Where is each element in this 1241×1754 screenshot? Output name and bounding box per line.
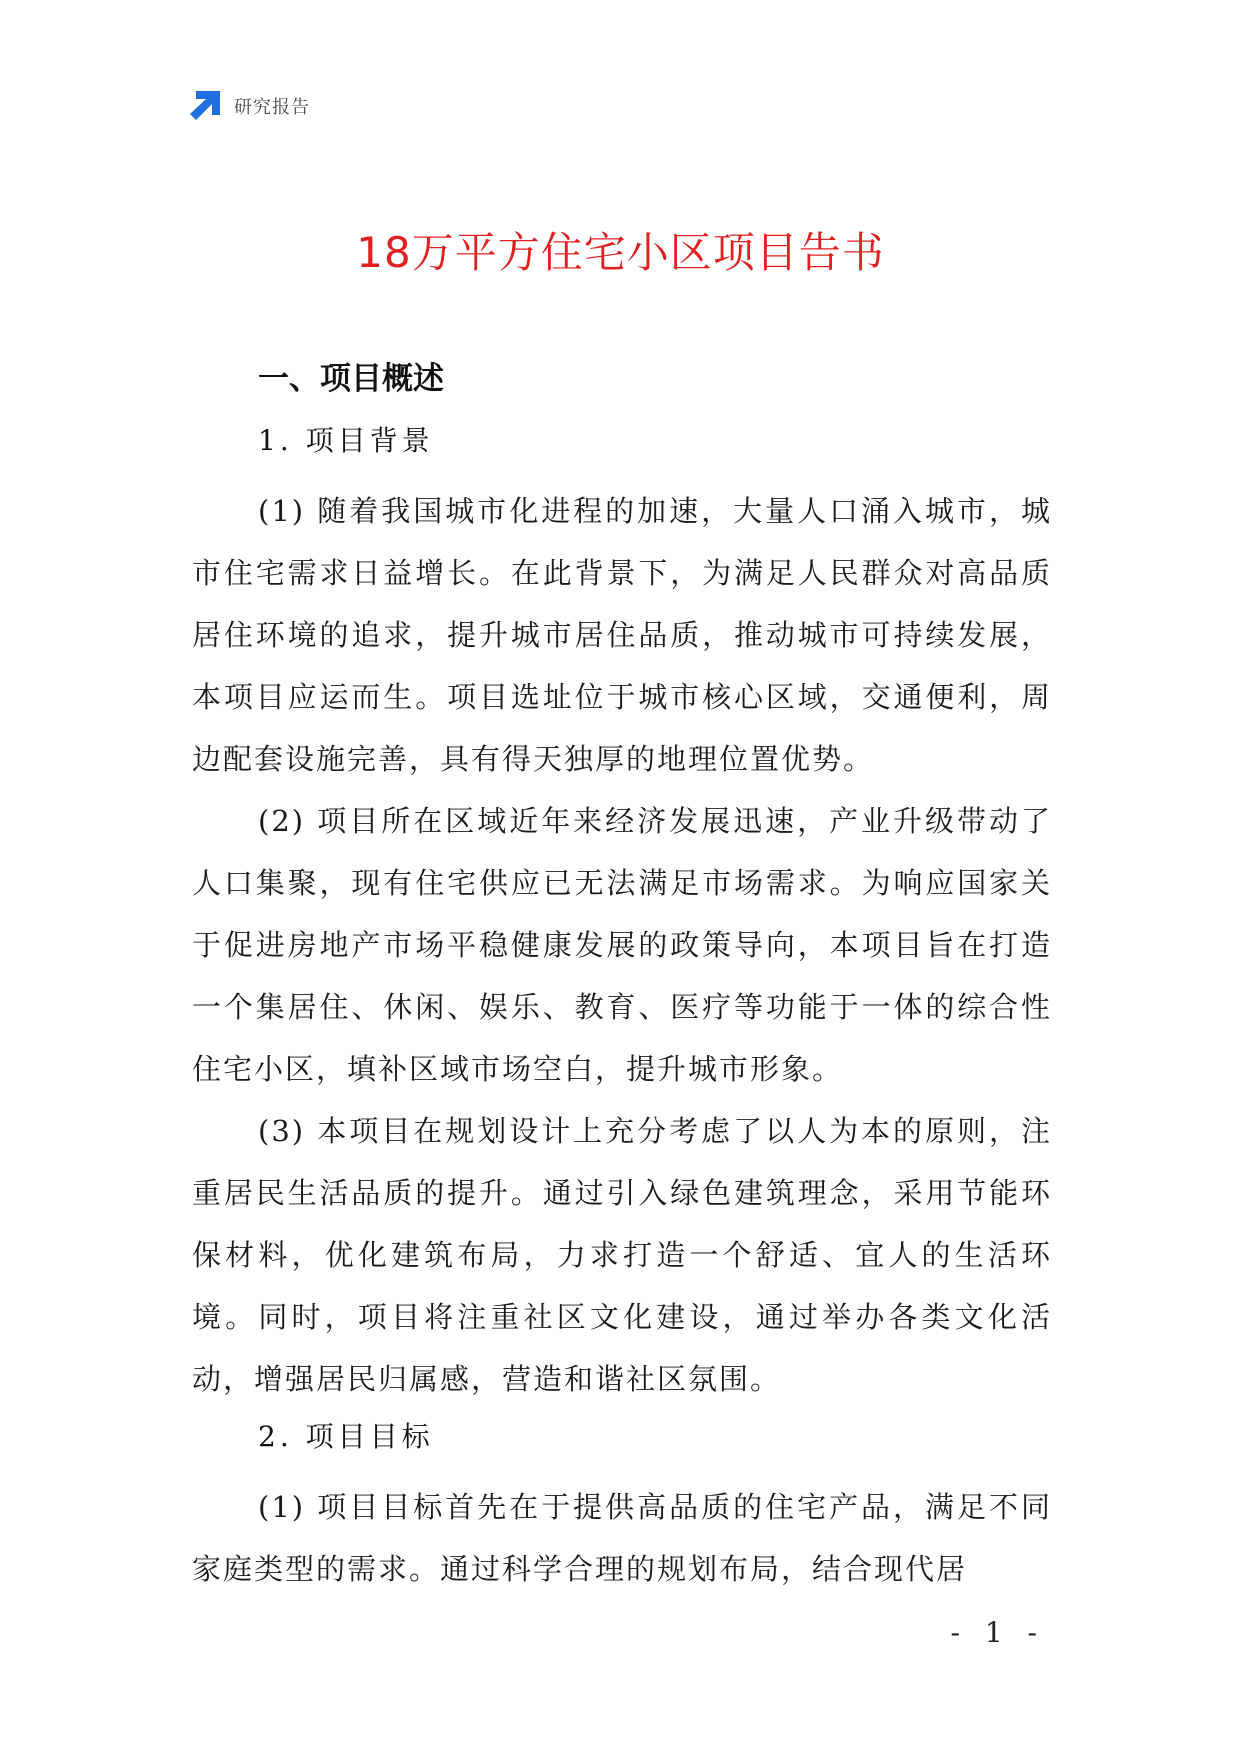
header-label: 研究报告	[234, 97, 310, 118]
section-heading-overview: 一、项目概述	[258, 361, 444, 397]
paragraph: (1) 项目目标首先在于提供高品质的住宅产品，满足不同家庭类型的需求。通过科学合理的规划布局，结合现代居	[192, 1490, 1052, 1586]
document-body	[192, 356, 1052, 1600]
document-header	[188, 88, 310, 124]
paragraph: (1) 随着我国城市化进程的加速，大量人口涌入城市，城市住宅需求日益增长。在此背景下，为满足人民群众对高品质居住环境的追求，提升城市居住品质，推动城市可持续发展，本项目应运而生。项目选址位于城市核心区域，交通便利，周边配套设施完善，具有得天独厚的地理位置优势。	[192, 494, 1052, 776]
sub-heading-background: 1. 项目背景	[258, 424, 434, 457]
arrow-logo-icon	[188, 89, 222, 123]
document-title: 18万平方住宅小区项目告书	[356, 228, 885, 277]
sub-heading-goals: 2. 项目目标	[258, 1420, 434, 1453]
page-number: - 1 -	[950, 1616, 1045, 1649]
paragraph: (2) 项目所在区域近年来经济发展迅速，产业升级带动了人口集聚，现有住宅供应已无法满足市场需求。为响应国家关于促进房地产市场平稳健康发展的政策导向，本项目旨在打造一个集居住、休闲、娱乐、教育、医疗等功能于一体的综合性住宅小区，填补区域市场空白，提升城市形象。	[192, 804, 1052, 1086]
paragraph: (3) 本项目在规划设计上充分考虑了以人为本的原则，注重居民生活品质的提升。通过引入绿色建筑理念，采用节能环保材料，优化建筑布局，力求打造一个舒适、宜人的生活环境。同时，项目将注重社区文化建设，通过举办各类文化活动，增强居民归属感，营造和谐社区氛围。	[192, 1114, 1052, 1396]
